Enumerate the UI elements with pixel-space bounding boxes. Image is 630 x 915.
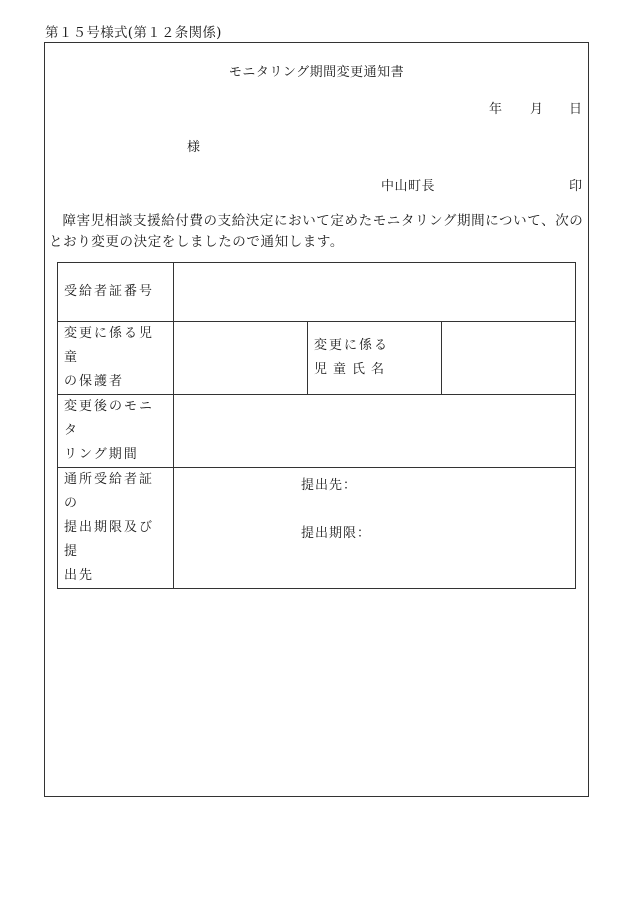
submission-value[interactable] [174, 468, 576, 589]
submission-label [58, 468, 174, 589]
addressee-suffix: 様 [187, 140, 201, 155]
recipient-cert-label: 受給者証番号 [58, 263, 174, 322]
guardian-value[interactable] [174, 322, 308, 395]
child-name-value[interactable] [442, 322, 576, 395]
period-value[interactable] [174, 395, 576, 468]
submit-to-label: 提出先： [301, 478, 358, 493]
child-label-line-1: 変更に係る [314, 338, 390, 353]
issuer-name: 中山町長 [381, 179, 436, 194]
notice-body-text: 障害児相談支援給付費の支給決定において定めたモニタリング期間について、次のとおり変更の決定をしましたので通知します。 [49, 213, 584, 250]
child-name-label [308, 322, 442, 395]
table-row [58, 468, 576, 589]
guardian-label [58, 322, 174, 395]
submission-label-line-1: 通所受給者証の [64, 472, 155, 511]
form-number-label: 第１５号様式(第１２条関係) [45, 25, 222, 41]
submit-deadline-label: 提出期限： [301, 526, 372, 541]
day-label: 日 [568, 102, 582, 117]
notice-detail-table [57, 262, 576, 589]
period-label-line-2: リング期間 [64, 447, 139, 462]
table-row [58, 263, 576, 322]
table-row [58, 322, 576, 395]
month-label: 月 [529, 102, 543, 117]
seal-mark: 印 [568, 179, 582, 194]
year-label: 年 [488, 102, 502, 117]
recipient-cert-value[interactable] [174, 263, 576, 322]
child-label-line-2: 児童氏名 [314, 362, 391, 377]
document-title: モニタリング期間変更通知書 [228, 65, 405, 80]
submission-label-line-2: 提出期限及び提 [64, 520, 155, 559]
table-row [58, 395, 576, 468]
guardian-label-line-1: 変更に係る児童 [64, 326, 155, 365]
period-label-line-1: 変更後のモニタ [64, 399, 155, 438]
submission-label-line-3: 出先 [64, 568, 95, 583]
guardian-label-line-2: の保護者 [64, 374, 125, 389]
notice-document [44, 42, 589, 797]
date-line [489, 98, 582, 117]
period-label [58, 395, 174, 468]
